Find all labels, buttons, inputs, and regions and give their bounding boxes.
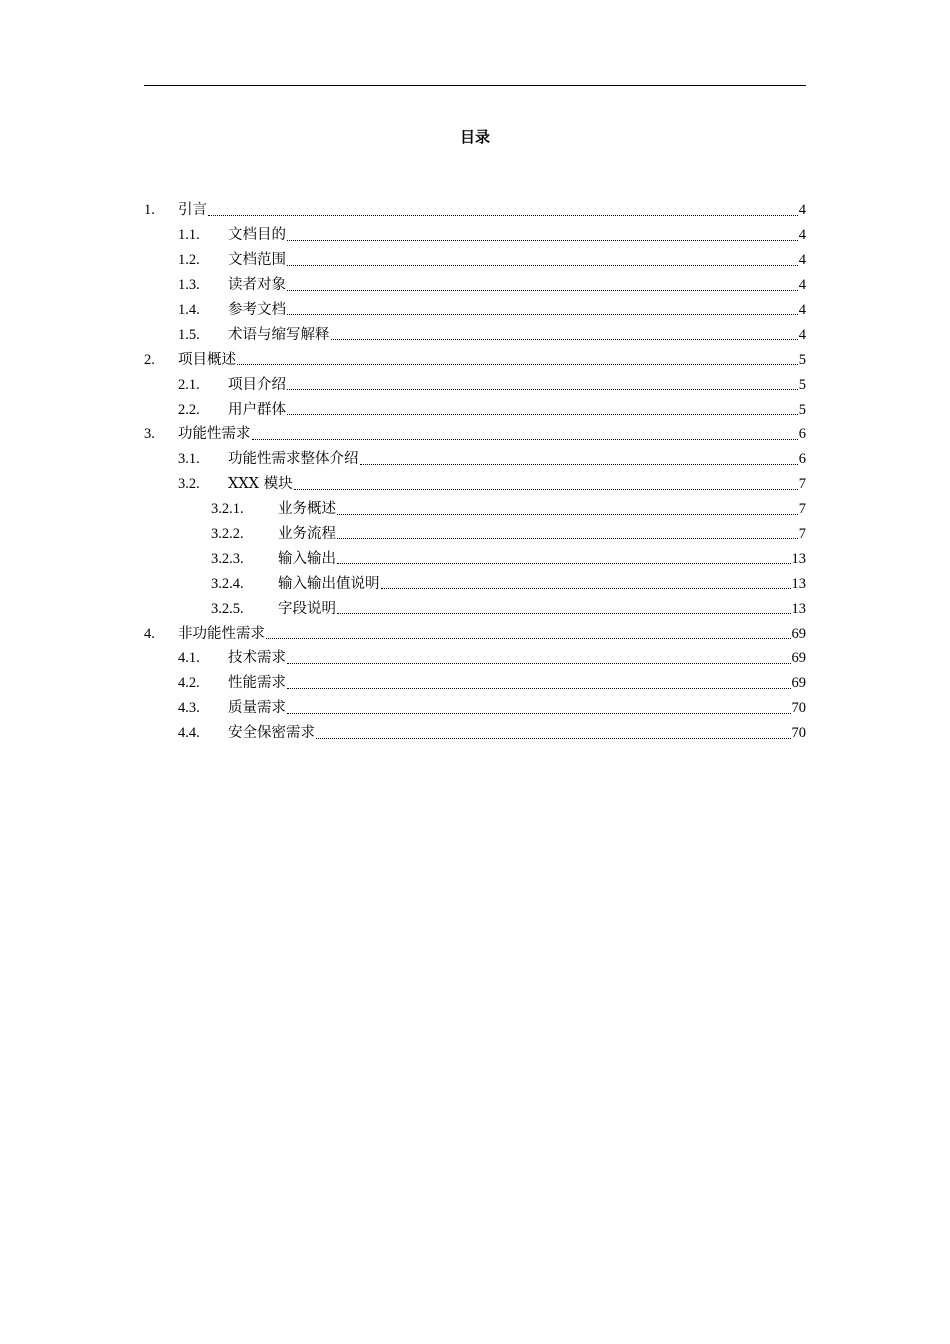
toc-dot-leader <box>287 688 791 689</box>
toc-entry[interactable] <box>144 422 806 447</box>
toc-entry[interactable] <box>144 298 806 323</box>
toc-dot-leader <box>252 439 798 440</box>
toc-entry[interactable] <box>144 372 806 397</box>
toc-dot-leader <box>287 663 791 664</box>
toc-entry-page-number: 4 <box>798 302 806 318</box>
toc-entry-label: 引言 <box>178 202 207 219</box>
table-of-contents <box>144 198 806 746</box>
toc-entry-label: XXX 模块 <box>228 476 293 493</box>
toc-entry-label: 输入输出 <box>278 550 336 567</box>
toc-entry-label: 术语与缩写解释 <box>228 326 330 343</box>
toc-entry-label: 文档目的 <box>228 227 286 244</box>
toc-entry-page-number: 4 <box>798 252 806 269</box>
toc-entry-label: 项目介绍 <box>228 376 286 393</box>
toc-entry[interactable] <box>144 447 806 472</box>
toc-entry-page-number: 69 <box>791 675 806 692</box>
toc-entry-label: 文档范围 <box>228 252 286 269</box>
toc-entry-label: 项目概述 <box>178 351 236 368</box>
toc-entry-page-number: 70 <box>791 725 806 742</box>
toc-dot-leader <box>316 738 791 739</box>
toc-entry-page-number: 4 <box>798 277 806 294</box>
toc-entry[interactable] <box>144 223 806 248</box>
toc-entry-number: 4. <box>144 625 155 642</box>
toc-entry-page-number: 69 <box>791 650 806 667</box>
toc-entry[interactable] <box>144 248 806 273</box>
toc-entry-label: 参考文档 <box>228 302 286 318</box>
toc-dot-leader <box>337 563 791 564</box>
toc-dot-leader <box>287 389 798 390</box>
toc-dot-leader <box>208 215 798 216</box>
toc-entry[interactable] <box>144 571 806 596</box>
toc-dot-leader <box>237 364 798 365</box>
toc-entry-label: 质量需求 <box>228 700 286 717</box>
toc-dot-leader <box>294 489 798 490</box>
toc-entry[interactable] <box>144 198 806 223</box>
toc-entry-page-number: 6 <box>798 426 806 443</box>
toc-entry-page-number: 5 <box>798 376 806 393</box>
toc-entry-label: 功能性需求 <box>178 426 251 443</box>
toc-entry-page-number: 5 <box>798 401 806 418</box>
toc-entry-label: 技术需求 <box>228 650 286 667</box>
toc-dot-leader <box>287 314 798 315</box>
toc-entry[interactable] <box>144 546 806 571</box>
toc-entry[interactable] <box>144 497 806 522</box>
toc-entry-page-number: 5 <box>798 351 806 368</box>
toc-entry-label: 性能需求 <box>228 675 286 692</box>
toc-entry[interactable] <box>144 721 806 746</box>
toc-title: 目录 <box>459 128 490 146</box>
toc-entry[interactable] <box>144 472 806 497</box>
toc-entry-number: 1.1. <box>178 227 200 244</box>
toc-entry-page-number: 4 <box>798 326 806 343</box>
toc-entry-label: 读者对象 <box>228 277 286 294</box>
toc-entry[interactable] <box>144 347 806 372</box>
toc-entry-number: 1.3. <box>178 277 200 294</box>
toc-dot-leader <box>360 464 798 465</box>
toc-entry-number: 3.2.4. <box>211 575 244 592</box>
toc-entry-label: 非功能性需求 <box>178 625 265 642</box>
toc-dot-leader <box>337 538 798 539</box>
toc-entry-page-number: 69 <box>791 625 806 642</box>
toc-entry[interactable] <box>144 646 806 671</box>
toc-entry-number: 3.1. <box>178 451 200 468</box>
toc-entry-number: 3.2.2. <box>211 526 244 543</box>
toc-entry-number: 2.2. <box>178 401 200 418</box>
toc-entry-number: 4.3. <box>178 700 200 717</box>
toc-entry-page-number: 6 <box>798 451 806 468</box>
toc-entry[interactable] <box>144 696 806 721</box>
toc-entry-number: 1.4. <box>178 302 200 318</box>
toc-dot-leader <box>337 514 798 515</box>
toc-dot-leader <box>337 613 791 614</box>
toc-entry-page-number: 70 <box>791 700 806 717</box>
toc-entry-page-number: 13 <box>791 600 806 617</box>
toc-entry-number: 2. <box>144 351 155 368</box>
toc-entry-number: 4.1. <box>178 650 200 667</box>
toc-entry-number: 3. <box>144 426 155 443</box>
toc-dot-leader <box>287 265 798 266</box>
toc-entry[interactable] <box>144 671 806 696</box>
toc-dot-leader <box>331 339 798 340</box>
toc-entry-label: 功能性需求整体介绍 <box>228 451 359 468</box>
toc-entry-label: 安全保密需求 <box>228 725 315 742</box>
toc-dot-leader <box>287 414 798 415</box>
toc-entry-label: 业务流程 <box>278 526 336 543</box>
toc-entry[interactable] <box>144 522 806 547</box>
toc-entry[interactable] <box>144 621 806 646</box>
toc-entry-number: 4.2. <box>178 675 200 692</box>
toc-entry[interactable] <box>144 273 806 298</box>
toc-entry-number: 3.2. <box>178 476 200 493</box>
toc-entry-number: 3.2.5. <box>211 600 244 617</box>
toc-dot-leader <box>381 588 791 589</box>
toc-entry-number: 3.2.1. <box>211 501 244 518</box>
toc-entry-page-number: 13 <box>791 575 806 592</box>
toc-entry-number: 2.1. <box>178 376 200 393</box>
toc-entry[interactable] <box>144 397 806 422</box>
toc-entry-label: 用户群体 <box>228 401 286 418</box>
toc-dot-leader <box>287 713 791 714</box>
toc-entry-page-number: 7 <box>798 476 806 493</box>
toc-dot-leader <box>266 638 791 639</box>
toc-entry-number: 1.5. <box>178 326 200 343</box>
toc-dot-leader <box>287 240 798 241</box>
header-rule <box>144 85 806 86</box>
toc-entry-label: 输入输出值说明 <box>278 575 380 592</box>
toc-entry-number: 4.4. <box>178 725 200 742</box>
toc-entry-page-number: 7 <box>798 526 806 543</box>
toc-entry-label: 字段说明 <box>278 600 336 617</box>
toc-entry[interactable] <box>144 322 806 347</box>
toc-entry[interactable] <box>144 596 806 621</box>
toc-entry-page-number: 7 <box>798 501 806 518</box>
toc-dot-leader <box>287 290 798 291</box>
toc-entry-label: 业务概述 <box>278 501 336 518</box>
toc-entry-page-number: 4 <box>798 202 806 219</box>
toc-entry-number: 1. <box>144 202 155 219</box>
toc-entry-page-number: 13 <box>791 550 806 567</box>
toc-entry-page-number: 4 <box>798 227 806 244</box>
toc-entry-number: 3.2.3. <box>211 550 244 567</box>
toc-entry-number: 1.2. <box>178 252 200 269</box>
